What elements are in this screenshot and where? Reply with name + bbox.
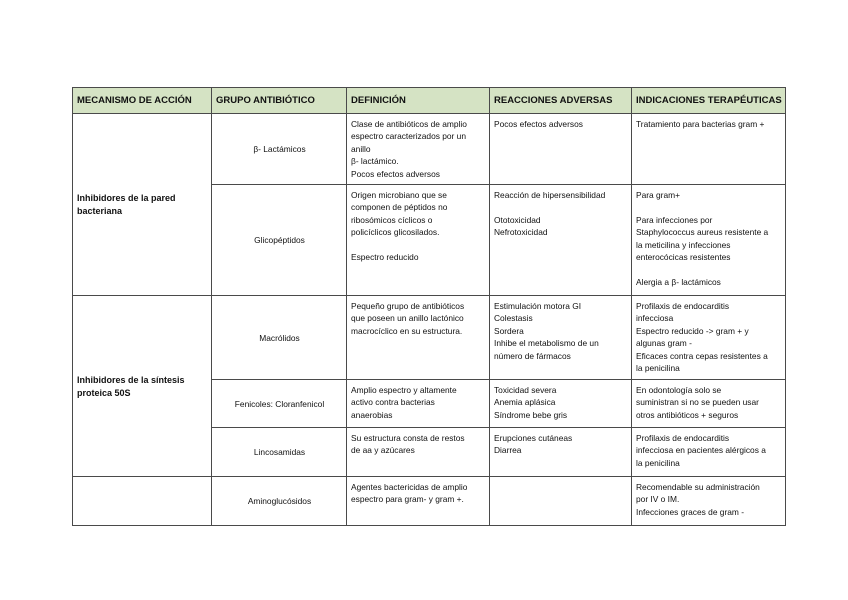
mechanism-protein-synthesis <box>73 296 212 477</box>
mechanism-cell-wall <box>73 114 212 296</box>
mechanism-label: bacteriana <box>77 206 123 216</box>
cell-line: Estimulación motora GI <box>494 301 582 311</box>
cell-line: Diarrea <box>494 445 522 456</box>
cell-line: que poseen un anillo lactónico <box>351 313 464 324</box>
cell-line: la penicilina <box>636 457 680 468</box>
cell-line: Amplio espectro y altamente <box>351 385 457 395</box>
group-cell: Fenicoles: Cloranfenicol <box>212 380 347 428</box>
cell-line: Sordera <box>494 325 524 336</box>
cell-line: otros antibióticos + seguros <box>636 409 739 420</box>
cell-line: β- lactámico. <box>351 156 399 167</box>
indications-cell <box>632 380 786 428</box>
cell-line: Anemia aplásica <box>494 397 556 408</box>
cell-line: Colestasis <box>494 313 533 324</box>
antibiotics-table <box>72 87 786 526</box>
cell-line: enterocócicas resistentes <box>636 252 731 263</box>
definition-cell <box>347 114 490 185</box>
cell-line: Síndrome bebe gris <box>494 409 568 420</box>
header-group: GRUPO ANTIBIÓTICO <box>212 88 347 114</box>
header-indications: INDICACIONES TERAPÉUTICAS <box>632 88 786 114</box>
cell-line: algunas gram - <box>636 338 692 349</box>
cell-line: infecciosa en pacientes alérgicos a <box>636 445 766 456</box>
cell-line: suministran si no se pueden usar <box>636 397 759 408</box>
cell-line: Agentes bactericidas de amplio <box>351 482 468 492</box>
cell-line: policíclicos glicosilados. <box>351 227 440 238</box>
header-row <box>73 88 786 114</box>
cell-line: Ototoxicidad <box>494 214 541 225</box>
cell-line: Profilaxis de endocarditis <box>636 301 730 311</box>
cell-line: Para gram+ <box>636 190 680 200</box>
adverse-cell <box>490 477 632 526</box>
cell-line: anaerobias <box>351 409 393 420</box>
cell-line: activo contra bacterias <box>351 397 435 408</box>
group-cell: β- Lactámicos <box>212 114 347 185</box>
cell-line: Clase de antibióticos de amplio <box>351 119 467 129</box>
cell-line: Tratamiento para bacterias gram + <box>636 119 765 129</box>
cell-line: de aa y azúcares <box>351 445 415 456</box>
cell-line: Alergia a β- lactámicos <box>636 276 721 287</box>
indications-cell <box>632 114 786 185</box>
cell-line: infecciosa <box>636 313 674 324</box>
indications-cell <box>632 185 786 296</box>
table-row <box>73 296 786 380</box>
cell-line: Para infecciones por <box>636 214 713 225</box>
adverse-cell <box>490 296 632 380</box>
definition-cell <box>347 380 490 428</box>
adverse-cell <box>490 380 632 428</box>
cell-line: macrocíclico en su estructura. <box>351 325 463 336</box>
cell-line: número de fármacos <box>494 350 571 361</box>
mechanism-label: proteica 50S <box>77 387 131 398</box>
cell-line: Nefrotoxicidad <box>494 227 548 238</box>
group-cell: Macrólidos <box>212 296 347 380</box>
table-row <box>73 114 786 185</box>
cell-line: Espectro reducido <box>351 252 419 263</box>
line-gap <box>636 201 782 213</box>
cell-line: Origen microbiano que se <box>351 190 447 200</box>
cell-line: anillo <box>351 143 371 154</box>
indications-cell <box>632 477 786 526</box>
cell-line: Pocos efectos adversos <box>494 119 583 129</box>
cell-line: Profilaxis de endocarditis <box>636 433 730 443</box>
cell-line: Reacción de hipersensibilidad <box>494 190 606 200</box>
cell-line: espectro caracterizados por un <box>351 131 466 142</box>
header-mechanism: MECANISMO DE ACCIÓN <box>73 88 212 114</box>
table-row <box>73 477 786 526</box>
group-cell: Aminoglucósidos <box>212 477 347 526</box>
line-gap <box>351 239 486 251</box>
cell-line: Pequeño grupo de antibióticos <box>351 301 465 311</box>
mechanism-label: Inhibidores de la pared <box>77 193 176 203</box>
cell-line: la penicilina <box>636 363 680 374</box>
definition-cell <box>347 296 490 380</box>
cell-line: Infecciones graces de gram - <box>636 506 744 517</box>
adverse-cell <box>490 185 632 296</box>
indications-cell <box>632 296 786 380</box>
cell-line: la meticilina y infecciones <box>636 239 731 250</box>
cell-line: Recomendable su administración <box>636 482 760 492</box>
cell-line: Erupciones cutáneas <box>494 433 573 443</box>
cell-line: Staphylococcus aureus resistente a <box>636 227 769 238</box>
cell-line: componen de péptidos no <box>351 202 448 213</box>
definition-cell <box>347 428 490 477</box>
group-cell: Lincosamidas <box>212 428 347 477</box>
adverse-cell <box>490 428 632 477</box>
cell-line: Eficaces contra cepas resistentes a <box>636 350 768 361</box>
header-adverse: REACCIONES ADVERSAS <box>490 88 632 114</box>
cell-line: En odontología solo se <box>636 385 722 395</box>
cell-line: por IV o IM. <box>636 494 680 505</box>
adverse-cell <box>490 114 632 185</box>
indications-cell <box>632 428 786 477</box>
cell-line: ribosómicos cíclicos o <box>351 214 433 225</box>
cell-line: Espectro reducido -> gram + y <box>636 325 749 336</box>
header-definition: DEFINICIÓN <box>347 88 490 114</box>
cell-line: Su estructura consta de restos <box>351 433 465 443</box>
definition-cell <box>347 185 490 296</box>
definition-cell <box>347 477 490 526</box>
line-gap <box>636 263 782 275</box>
group-cell: Glicopéptidos <box>212 185 347 296</box>
cell-line: Pocos efectos adversos <box>351 168 440 179</box>
cell-line: espectro para gram- y gram +. <box>351 494 464 505</box>
mechanism-empty <box>73 477 212 526</box>
line-gap <box>494 201 628 213</box>
mechanism-label: Inhibidores de la síntesis <box>77 374 185 385</box>
cell-line: Toxicidad severa <box>494 385 557 395</box>
cell-line: Inhibe el metabolismo de un <box>494 338 599 349</box>
